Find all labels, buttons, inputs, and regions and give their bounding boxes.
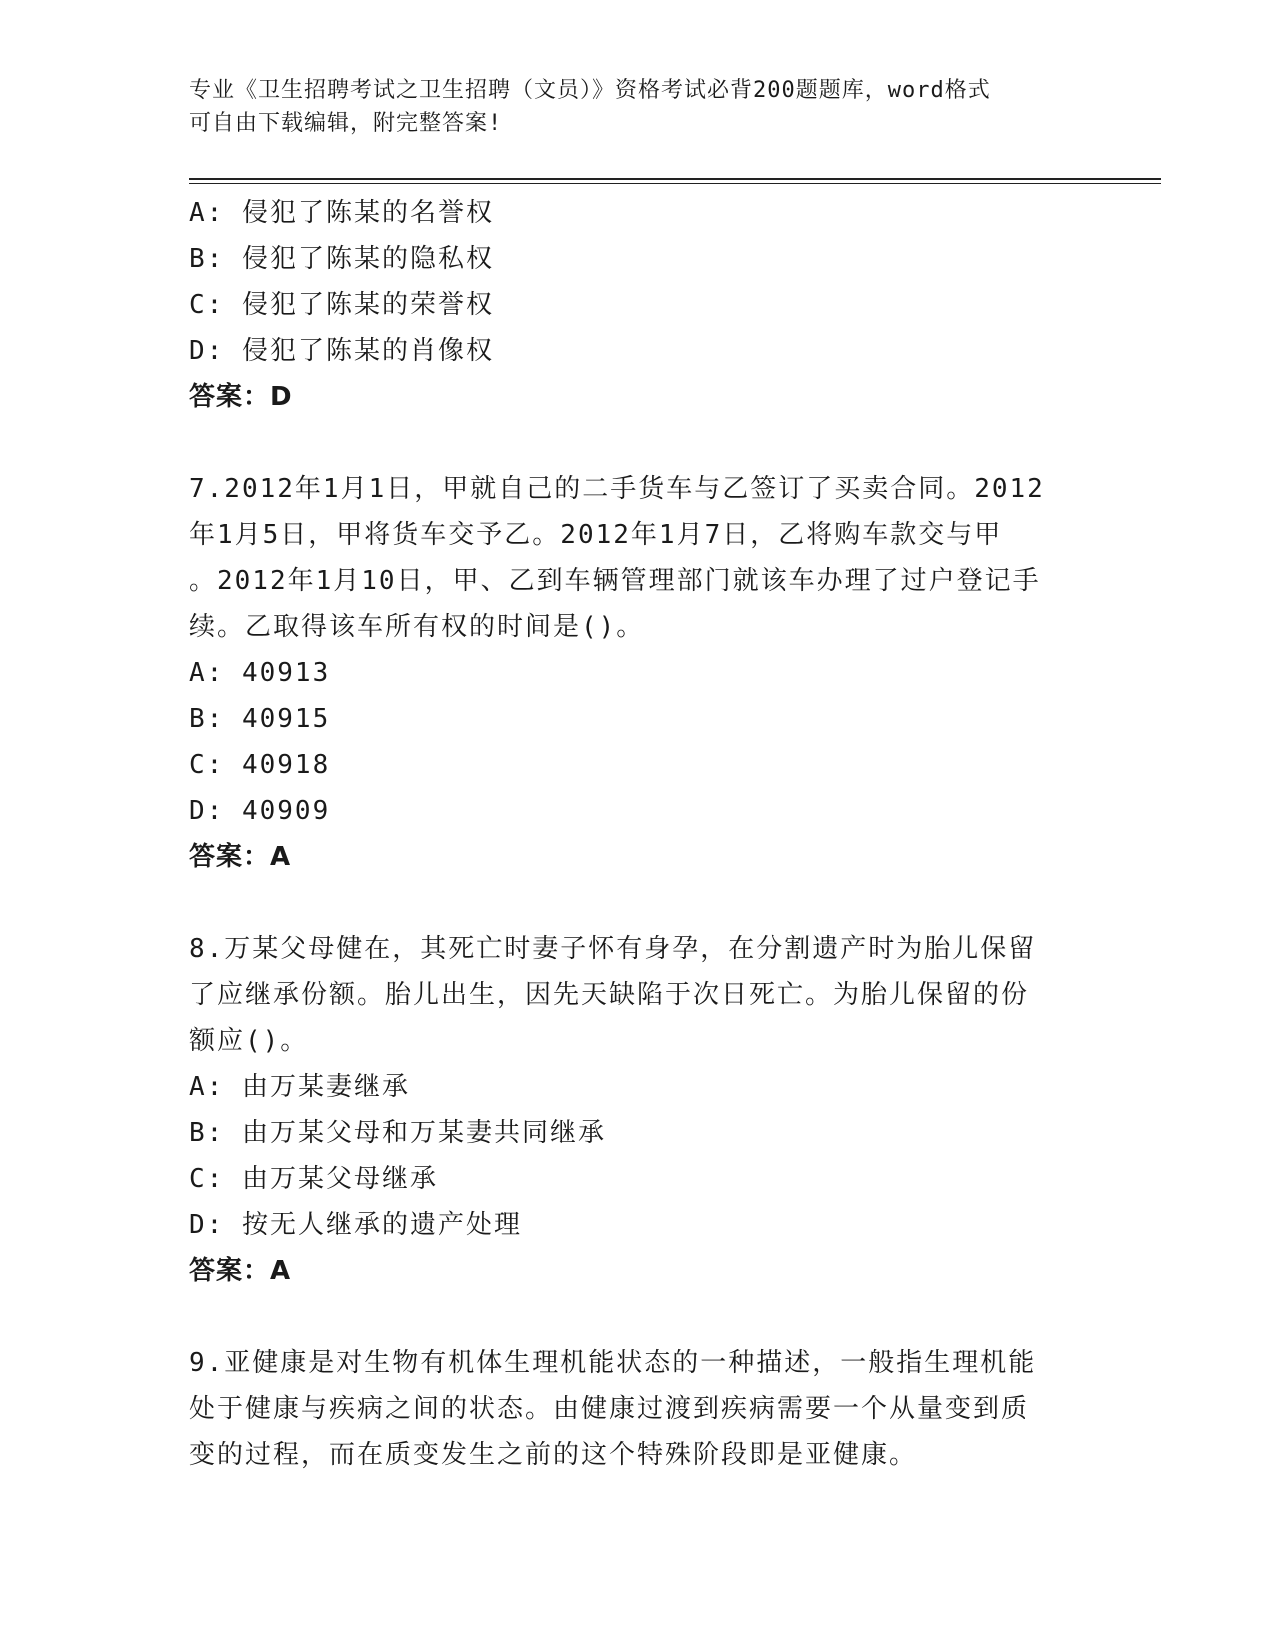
question-text-line: 处于健康与疾病之间的状态。由健康过渡到疾病需要一个从量变到质 xyxy=(189,1394,1030,1424)
spacer xyxy=(189,420,1089,466)
option-a: A: 40913 xyxy=(189,658,331,688)
option-a: A: 由万某妻继承 xyxy=(189,1072,410,1102)
option-b: B: 40915 xyxy=(189,704,331,734)
question-text-line: 。2012年1月10日，甲、乙到车辆管理部门就该车办理了过户登记手 xyxy=(189,566,1041,596)
option-c: C: 40918 xyxy=(189,750,331,780)
question-8 xyxy=(189,926,1089,1294)
spacer xyxy=(189,1294,1089,1340)
question-text-line: 变的过程，而在质变发生之前的这个特殊阶段即是亚健康。 xyxy=(189,1440,918,1470)
question-content xyxy=(189,190,1089,1478)
question-text-line: 7.2012年1月1日，甲就自己的二手货车与乙签订了买卖合同。2012 xyxy=(189,474,1045,504)
option-b: B: 侵犯了陈某的隐私权 xyxy=(189,244,494,274)
question-text-line: 额应()。 xyxy=(189,1026,309,1056)
answer-line: 答案：A xyxy=(189,1256,292,1286)
question-text-line: 9.亚健康是对生物有机体生理机能状态的一种描述，一般指生理机能 xyxy=(189,1348,1037,1378)
option-a: A: 侵犯了陈某的名誉权 xyxy=(189,198,494,228)
question-text-line: 年1月5日，甲将货车交予乙。2012年1月7日，乙将购车款交与甲 xyxy=(189,520,1003,550)
question-9 xyxy=(189,1340,1089,1478)
option-d: D: 40909 xyxy=(189,796,331,826)
question-7 xyxy=(189,466,1089,880)
header-title-line-1: 专业《卫生招聘考试之卫生招聘（文员）》资格考试必背200题题库，word格式 xyxy=(189,78,991,103)
answer-line: 答案：D xyxy=(189,382,293,412)
question-6 xyxy=(189,190,1089,420)
answer-line: 答案：A xyxy=(189,842,292,872)
question-text-line: 8.万某父母健在，其死亡时妻子怀有身孕，在分割遗产时为胎儿保留 xyxy=(189,934,1037,964)
header-title-line-2: 可自由下载编辑，附完整答案! xyxy=(189,111,503,136)
document-header xyxy=(189,74,1069,140)
option-b: B: 由万某父母和万某妻共同继承 xyxy=(189,1118,606,1148)
header-divider-thin xyxy=(189,183,1161,184)
option-c: C: 由万某父母继承 xyxy=(189,1164,438,1194)
option-d: D: 按无人继承的遗产处理 xyxy=(189,1210,522,1240)
option-d: D: 侵犯了陈某的肖像权 xyxy=(189,336,494,366)
header-divider-thick xyxy=(189,178,1161,180)
question-text-line: 续。乙取得该车所有权的时间是()。 xyxy=(189,612,645,642)
question-text-line: 了应继承份额。胎儿出生，因先天缺陷于次日死亡。为胎儿保留的份 xyxy=(189,980,1030,1010)
spacer xyxy=(189,880,1089,926)
option-c: C: 侵犯了陈某的荣誉权 xyxy=(189,290,494,320)
